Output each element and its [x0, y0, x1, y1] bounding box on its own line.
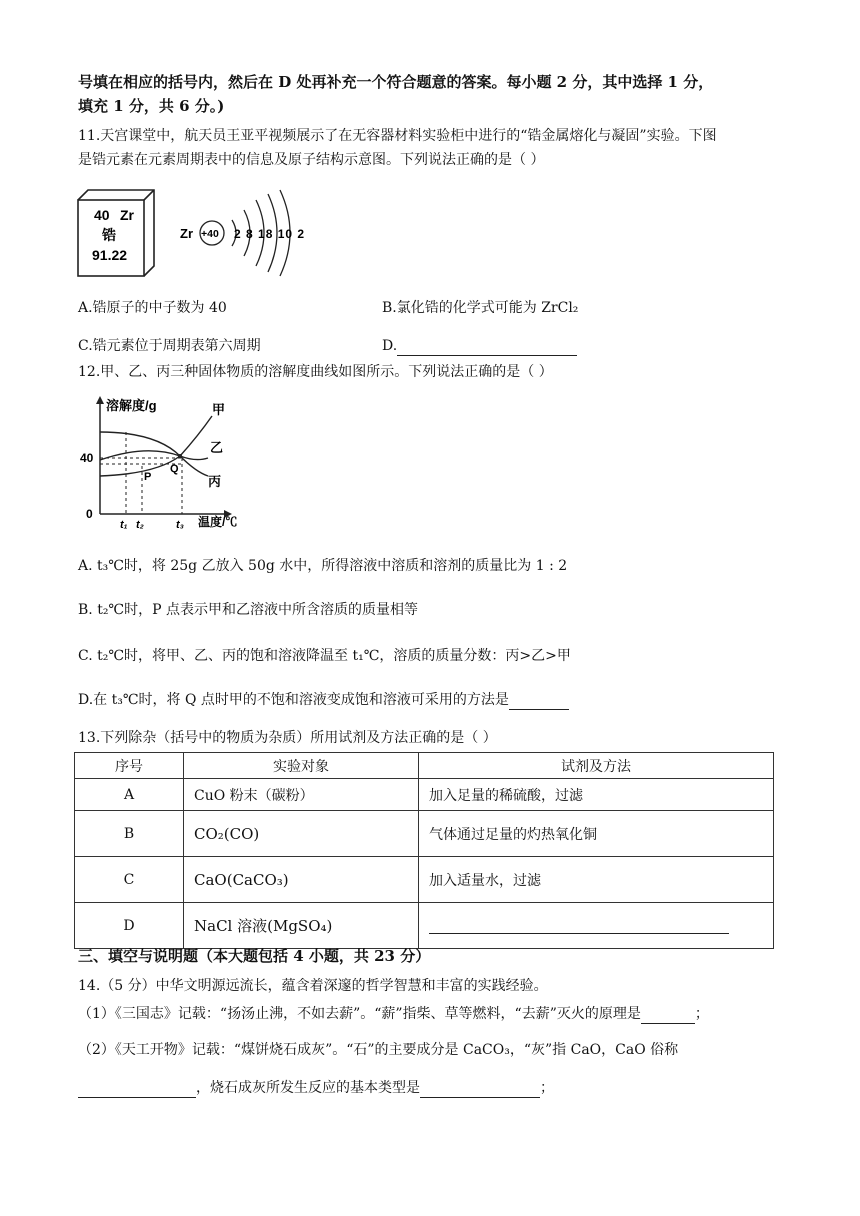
table-row — [75, 779, 774, 811]
row-b-index: B — [75, 811, 184, 857]
section-3-title: 三、填空与说明题（本大题包括 4 小题，共 23 分） — [78, 947, 431, 965]
label-jia: 甲 — [212, 402, 226, 417]
row-c-index: C — [75, 857, 184, 903]
q12-option-a: A. t₃℃时，将 25g 乙放入 50g 水中，所得溶液中溶质和溶剂的质量比为 1 : 2 — [78, 558, 568, 574]
q11-option-d-label: D. — [382, 338, 398, 354]
q12-option-b: B. t₂℃时，P 点表示甲和乙溶液中所含溶质的质量相等 — [78, 602, 418, 618]
q13-table — [74, 752, 774, 949]
row-a-index: A — [75, 779, 184, 811]
instruction-line-1: 号填在相应的括号内，然后在 D 处再补充一个符合题意的答案。每小题 2 分，其中选择 1 分， — [78, 73, 714, 91]
q11-stem-2: 是锆元素在元素周期表中的信息及原子结构示意图。下列说法正确的是（ ） — [78, 152, 545, 168]
label-yi: 乙 — [210, 440, 224, 455]
point-q: Q — [170, 463, 179, 475]
row-c-method: 加入适量水，过滤 — [419, 857, 774, 903]
q14-blank-3[interactable] — [420, 1083, 540, 1098]
label-bing: 丙 — [208, 474, 222, 489]
shell-electrons: 2 8 18 10 2 — [234, 227, 306, 241]
row-c-object: CaO(CaCO₃) — [184, 857, 419, 903]
row-d-object: NaCl 溶液(MgSO₄) — [184, 903, 419, 949]
origin-label: 0 — [86, 507, 93, 521]
q11-option-b: B.氯化锆的化学式可能为 ZrCl₂ — [382, 300, 579, 316]
row-d-method — [419, 903, 774, 949]
q12-option-d — [78, 690, 569, 710]
q11-option-d — [382, 336, 577, 356]
y-tick-40: 40 — [80, 451, 94, 465]
table-row — [75, 811, 774, 857]
q14-part-3 — [78, 1078, 554, 1098]
header-object: 实验对象 — [184, 753, 419, 779]
q12-option-d-label: D.在 t₃℃时，将 Q 点时甲的不饱和溶液变成饱和溶液可采用的方法是 — [78, 692, 509, 708]
table-header-row — [75, 753, 774, 779]
q14-part-1 — [78, 1004, 709, 1024]
tick-t1: t₁ — [120, 519, 128, 531]
q14-part-1-end: ； — [694, 1006, 709, 1022]
q14-part-3-end: ； — [540, 1080, 554, 1096]
row-a-object: CuO 粉末（碳粉） — [184, 779, 419, 811]
q11-answer-blank[interactable] — [397, 341, 577, 356]
curve-yi — [100, 451, 208, 460]
element-name: 锆 — [102, 228, 116, 244]
element-symbol: Zr — [120, 207, 134, 223]
tick-t3: t₃ — [176, 519, 184, 531]
q14-stem: 14.（5 分）中华文明源远流长，蕴含着深邃的哲学智慧和丰富的实践经验。 — [78, 978, 548, 994]
q12-option-c: C. t₂℃时，将甲、乙、丙的饱和溶液降温至 t₁℃，溶质的质量分数：丙>乙>甲 — [78, 648, 571, 664]
element-box — [78, 190, 154, 276]
atom-symbol: Zr — [180, 226, 193, 241]
q14-part-3-text: ，烧石成灰所发生反应的基本类型是 — [196, 1080, 420, 1096]
q14-blank-1[interactable] — [641, 1009, 695, 1024]
q14-part-1-text: （1）《三国志》记载：“扬汤止沸，不如去薪”。“薪”指柴、草等燃料，“去薪”灭火的原理是 — [78, 1006, 641, 1022]
table-row — [75, 857, 774, 903]
header-method: 试剂及方法 — [419, 753, 774, 779]
point-p: P — [144, 471, 152, 483]
row-a-method: 加入足量的稀硫酸，过滤 — [419, 779, 774, 811]
table-row — [75, 903, 774, 949]
row-b-method: 气体通过足量的灼热氧化铜 — [419, 811, 774, 857]
y-axis-label: 溶解度/g — [106, 398, 157, 413]
q11-option-c: C.锆元素位于周期表第六周期 — [78, 338, 261, 354]
q12-stem: 12.甲、乙、丙三种固体物质的溶解度曲线如图所示。下列说法正确的是（ ） — [78, 364, 553, 380]
q11-option-a: A.锆原子的中子数为 40 — [78, 300, 227, 316]
nucleus-charge: +40 — [201, 228, 219, 240]
q14-part-2: （2）《天工开物》记载：“煤饼烧石成灰”。“石”的主要成分是 CaCO₃，“灰”指 CaO，CaO 俗称 — [78, 1042, 679, 1058]
solubility-graph — [76, 392, 266, 534]
q12-answer-blank[interactable] — [509, 695, 569, 710]
row-d-index: D — [75, 903, 184, 949]
zirconium-figure — [74, 186, 334, 278]
instruction-line-2: 填充 1 分，共 6 分。) — [78, 97, 225, 115]
x-axis-label: 温度/℃ — [198, 515, 238, 529]
q13-answer-blank[interactable] — [429, 919, 729, 934]
curve-jia — [100, 416, 212, 476]
row-b-object: CO₂(CO) — [184, 811, 419, 857]
q14-blank-2[interactable] — [78, 1083, 196, 1098]
atomic-number: 40 — [94, 207, 110, 223]
header-index: 序号 — [75, 753, 184, 779]
atomic-mass: 91.22 — [92, 247, 128, 263]
tick-t2: t₂ — [136, 519, 144, 531]
q13-stem: 13.下列除杂（括号中的物质为杂质）所用试剂及方法正确的是（ ） — [78, 730, 497, 746]
curve-bing — [100, 432, 208, 476]
q11-stem-1: 11.天宫课堂中，航天员王亚平视频展示了在无容器材料实验柜中进行的“锆金属熔化与凝固”实验。下图 — [78, 128, 717, 144]
